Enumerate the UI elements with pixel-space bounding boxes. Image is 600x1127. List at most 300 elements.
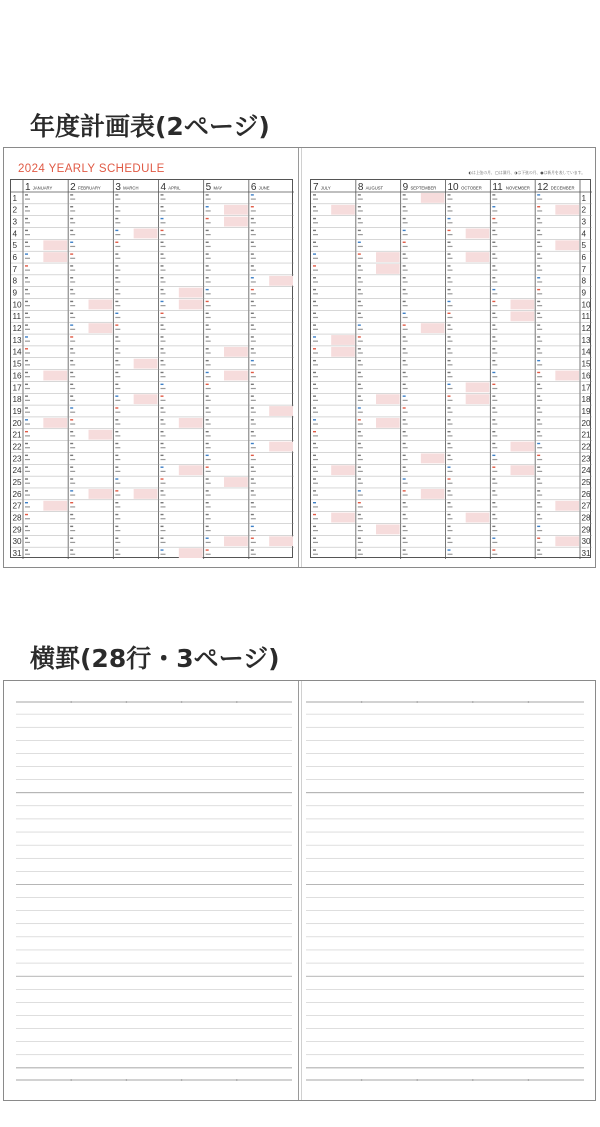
rokuyo-mark [161,234,166,235]
rokuyo-mark [358,542,363,543]
weekday-mark [492,218,495,219]
day-number: 20 [581,418,591,428]
rokuyo-mark [25,246,30,247]
weekday-mark [206,253,209,254]
day-number: 27 [12,501,22,511]
rokuyo-mark [537,376,542,377]
weekday-mark [313,313,316,314]
rokuyo-mark [492,506,497,507]
month-number: 6 [250,182,257,193]
weekday-mark [403,265,406,266]
day-number: 8 [12,276,18,286]
ruled-dot [416,701,418,703]
rokuyo-mark [115,376,120,377]
rokuyo-mark [25,199,30,200]
weekday-mark [358,549,361,550]
rokuyo-mark [313,518,318,519]
weekday-mark [251,478,254,479]
weekday-mark [313,218,316,219]
weekday-mark [358,407,361,408]
rokuyo-mark [161,459,166,460]
day-number: 21 [12,430,22,440]
day-number: 22 [581,442,591,452]
rokuyo-mark [313,305,318,306]
weekday-mark [161,360,164,361]
rokuyo-mark [313,447,318,448]
rokuyo-mark [115,447,120,448]
weekday-mark [448,502,451,503]
rokuyo-mark [25,376,30,377]
weekday-mark [115,360,118,361]
weekday-mark [358,277,361,278]
rokuyo-mark [313,293,318,294]
holiday-cell [224,536,248,546]
rokuyo-mark [206,210,211,211]
rokuyo-mark [403,341,408,342]
rokuyo-mark [161,435,166,436]
weekday-mark [492,253,495,254]
weekday-mark [403,336,406,337]
weekday-mark [70,384,73,385]
weekday-mark [161,478,164,479]
day-number: 14 [581,347,591,357]
weekday-mark [537,549,540,550]
yearly-grid-left [10,179,293,558]
rokuyo-mark [70,352,75,353]
weekday-mark [403,502,406,503]
rokuyo-mark [403,270,408,271]
rokuyo-mark [115,246,120,247]
rokuyo-mark [358,447,363,448]
rokuyo-mark [161,542,166,543]
rokuyo-mark [358,364,363,365]
rokuyo-mark [537,471,542,472]
weekday-mark [313,372,316,373]
weekday-mark [161,502,164,503]
rokuyo-mark [115,199,120,200]
day-number: 11 [12,312,21,322]
weekday-mark [25,253,28,254]
weekday-mark [313,277,316,278]
rokuyo-mark [251,258,256,259]
rokuyo-mark [25,341,30,342]
section-title-yearly: 年度計画表(2ページ) [30,112,270,141]
rokuyo-mark [358,506,363,507]
month-number: 8 [357,182,364,193]
rokuyo-mark [70,530,75,531]
weekday-mark [537,490,540,491]
rokuyo-mark [492,281,497,282]
holiday-cell [331,205,355,215]
day-number: 5 [581,241,587,251]
rokuyo-mark [115,483,120,484]
weekday-mark [537,324,540,325]
rokuyo-mark [161,305,166,306]
weekday-mark [537,384,540,385]
rokuyo-mark [206,506,211,507]
weekday-mark [25,407,28,408]
weekday-mark [115,384,118,385]
holiday-cell [43,240,67,250]
rokuyo-mark [206,281,211,282]
weekday-mark [358,431,361,432]
weekday-mark [206,419,209,420]
weekday-mark [206,455,209,456]
rokuyo-mark [115,258,120,259]
rokuyo-mark [251,542,256,543]
rokuyo-mark [251,199,256,200]
day-number: 7 [12,264,18,274]
rokuyo-mark [206,518,211,519]
weekday-mark [251,514,254,515]
weekday-mark [251,443,254,444]
day-number: 28 [581,513,591,523]
weekday-mark [25,549,28,550]
day-number: 29 [581,525,591,535]
rokuyo-mark [70,506,75,507]
rokuyo-mark [313,494,318,495]
weekday-mark [251,348,254,349]
weekday-mark [313,301,316,302]
weekday-mark [251,336,254,337]
rokuyo-mark [70,554,75,555]
weekday-mark [448,289,451,290]
weekday-mark [358,253,361,254]
month-number: 4 [160,182,167,193]
weekday-mark [251,242,254,243]
weekday-mark [537,301,540,302]
day-number: 4 [12,229,18,239]
weekday-mark [358,336,361,337]
day-number: 23 [12,454,22,464]
weekday-mark [115,265,118,266]
weekday-mark [537,478,540,479]
weekday-mark [537,455,540,456]
rokuyo-mark [251,494,256,495]
rokuyo-mark [448,447,453,448]
rokuyo-mark [115,281,120,282]
weekday-mark [25,301,28,302]
day-number: 12 [12,324,22,334]
rokuyo-mark [161,258,166,259]
weekday-mark [537,360,540,361]
weekday-mark [206,502,209,503]
weekday-mark [537,514,540,515]
weekday-mark [358,194,361,195]
rokuyo-mark [161,352,166,353]
rokuyo-mark [448,554,453,555]
weekday-mark [70,455,73,456]
holiday-cell [466,229,490,239]
rokuyo-mark [206,483,211,484]
weekday-mark [206,478,209,479]
weekday-mark [25,490,28,491]
rokuyo-mark [448,376,453,377]
rokuyo-mark [115,210,120,211]
rokuyo-mark [115,506,120,507]
rokuyo-mark [358,258,363,259]
weekday-mark [492,242,495,243]
weekday-mark [313,502,316,503]
rokuyo-mark [251,423,256,424]
weekday-mark [251,313,254,314]
weekday-mark [70,419,73,420]
rokuyo-mark [25,400,30,401]
day-number: 28 [12,513,22,523]
weekday-mark [161,194,164,195]
weekday-mark [537,407,540,408]
rokuyo-mark [25,234,30,235]
rokuyo-mark [25,483,30,484]
rokuyo-mark [448,305,453,306]
rokuyo-mark [537,554,542,555]
weekday-mark [251,372,254,373]
rokuyo-mark [161,388,166,389]
weekday-mark [115,514,118,515]
rokuyo-mark [358,246,363,247]
rokuyo-mark [537,447,542,448]
month-name: MAY [213,185,223,191]
day-number: 25 [581,477,591,487]
rokuyo-mark [358,423,363,424]
rokuyo-mark [403,506,408,507]
rokuyo-mark [70,317,75,318]
weekday-mark [161,466,164,467]
rokuyo-mark [70,222,75,223]
holiday-cell [88,323,112,333]
weekday-mark [161,301,164,302]
rokuyo-mark [25,494,30,495]
rokuyo-mark [403,376,408,377]
weekday-mark [448,419,451,420]
rokuyo-mark [448,506,453,507]
day-number: 19 [12,406,22,416]
rokuyo-mark [403,234,408,235]
weekday-mark [25,502,28,503]
rokuyo-mark [403,530,408,531]
weekday-mark [251,431,254,432]
weekday-mark [161,289,164,290]
day-number: 20 [12,418,22,428]
rokuyo-mark [537,281,542,282]
rokuyo-mark [115,270,120,271]
weekday-mark [25,360,28,361]
weekday-mark [492,372,495,373]
rokuyo-mark [115,554,120,555]
weekday-mark [403,218,406,219]
rokuyo-mark [358,329,363,330]
rokuyo-mark [115,542,120,543]
weekday-mark [537,277,540,278]
rokuyo-mark [448,471,453,472]
rokuyo-mark [25,447,30,448]
rokuyo-mark [403,447,408,448]
ruled-dot [528,701,530,703]
holiday-cell [555,371,579,381]
holiday-cell [269,442,293,452]
weekday-mark [313,265,316,266]
rokuyo-mark [161,447,166,448]
rokuyo-mark [492,530,497,531]
weekday-mark [313,242,316,243]
rokuyo-mark [537,305,542,306]
rokuyo-mark [161,483,166,484]
rokuyo-mark [161,341,166,342]
rokuyo-mark [358,281,363,282]
weekday-mark [25,277,28,278]
holiday-cell [224,217,248,227]
weekday-mark [537,313,540,314]
weekday-mark [251,301,254,302]
rokuyo-mark [251,400,256,401]
rokuyo-mark [403,329,408,330]
yearly-schedule-heading: 2024 YEARLY SCHEDULE [18,163,165,175]
weekday-mark [251,289,254,290]
day-number: 10 [12,300,22,310]
weekday-mark [25,324,28,325]
rokuyo-mark [537,494,542,495]
holiday-cell [88,300,112,310]
rokuyo-mark [492,270,497,271]
weekday-mark [70,395,73,396]
rokuyo-mark [206,293,211,294]
weekday-mark [115,230,118,231]
rokuyo-mark [403,412,408,413]
weekday-mark [313,455,316,456]
ruled-dot [126,701,128,703]
rokuyo-mark [313,542,318,543]
weekday-mark [403,538,406,539]
weekday-mark [403,549,406,550]
rokuyo-mark [403,435,408,436]
weekday-mark [115,218,118,219]
weekday-mark [25,419,28,420]
day-number: 15 [12,359,22,369]
weekday-mark [358,289,361,290]
weekday-mark [206,289,209,290]
weekday-mark [448,514,451,515]
weekday-mark [70,407,73,408]
rokuyo-mark [358,234,363,235]
ruled-dot [416,1079,418,1081]
weekday-mark [313,490,316,491]
weekday-mark [403,372,406,373]
weekday-mark [115,253,118,254]
weekday-mark [70,230,73,231]
weekday-mark [537,419,540,420]
weekday-mark [492,407,495,408]
rokuyo-mark [537,506,542,507]
weekday-mark [448,395,451,396]
rokuyo-mark [161,530,166,531]
weekday-mark [115,313,118,314]
rokuyo-mark [251,281,256,282]
ruled-dot [126,1079,128,1081]
rokuyo-mark [25,542,30,543]
rokuyo-mark [358,305,363,306]
month-name: FEBRUARY [77,185,101,191]
rokuyo-mark [70,542,75,543]
weekday-mark [358,466,361,467]
holiday-cell [376,418,400,428]
month-number: 11 [492,182,503,193]
rokuyo-mark [448,518,453,519]
weekday-mark [206,230,209,231]
rokuyo-mark [206,376,211,377]
weekday-mark [448,348,451,349]
day-number: 31 [12,549,22,558]
weekday-mark [206,538,209,539]
weekday-mark [70,194,73,195]
rokuyo-mark [206,400,211,401]
yearly-grid-right [310,179,591,558]
weekday-mark [161,336,164,337]
weekday-mark [492,301,495,302]
rokuyo-mark [206,341,211,342]
day-number: 14 [12,347,22,357]
holiday-cell [511,442,535,452]
weekday-mark [313,526,316,527]
rokuyo-mark [403,554,408,555]
rokuyo-mark [251,234,256,235]
rokuyo-mark [25,258,30,259]
holiday-cell [466,382,490,392]
weekday-mark [403,360,406,361]
weekday-mark [492,419,495,420]
weekday-mark [448,301,451,302]
weekday-mark [448,230,451,231]
holiday-cell [43,418,67,428]
weekday-mark [25,348,28,349]
weekday-mark [448,466,451,467]
weekday-mark [161,372,164,373]
weekday-mark [251,407,254,408]
holiday-cell [134,359,158,369]
rokuyo-mark [313,554,318,555]
weekday-mark [403,277,406,278]
weekday-mark [161,265,164,266]
rokuyo-mark [161,471,166,472]
rokuyo-mark [537,293,542,294]
weekday-mark [161,431,164,432]
rokuyo-mark [537,412,542,413]
rokuyo-mark [161,270,166,271]
rokuyo-mark [403,364,408,365]
weekday-mark [115,431,118,432]
rokuyo-mark [70,305,75,306]
weekday-mark [448,455,451,456]
weekday-mark [492,324,495,325]
rokuyo-mark [25,352,30,353]
weekday-mark [313,443,316,444]
rokuyo-mark [206,542,211,543]
weekday-mark [115,372,118,373]
holiday-cell [376,264,400,274]
weekday-mark [25,443,28,444]
rokuyo-mark [25,281,30,282]
weekday-mark [115,336,118,337]
day-number: 21 [581,430,591,440]
day-number: 6 [581,253,587,263]
rokuyo-mark [25,388,30,389]
rokuyo-mark [492,246,497,247]
weekday-mark [492,348,495,349]
holiday-cell [376,524,400,534]
ruled-lines-right [306,701,584,1081]
rokuyo-mark [70,483,75,484]
weekday-mark [70,277,73,278]
weekday-mark [313,253,316,254]
